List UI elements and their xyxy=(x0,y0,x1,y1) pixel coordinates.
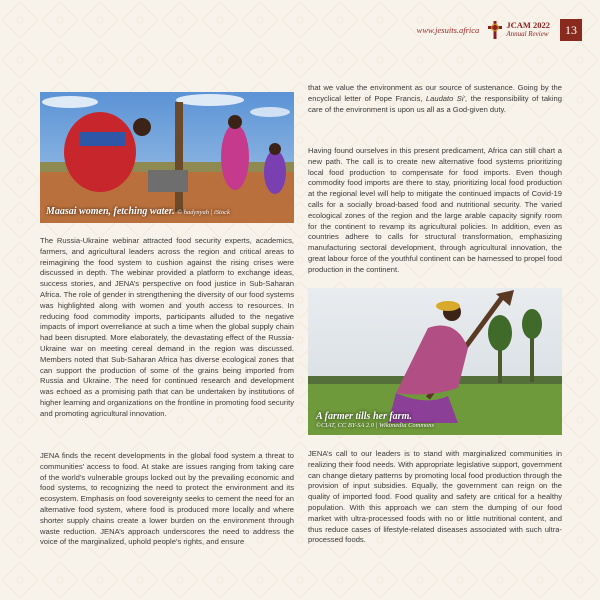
logo-subtitle: Annual Review xyxy=(506,30,549,38)
photo1-caption-text: Maasai women, fetching water. xyxy=(46,206,175,217)
right-paragraph-1 xyxy=(308,83,562,115)
page-number: 13 xyxy=(560,19,582,41)
page-header xyxy=(417,18,582,42)
photo-maasai-women xyxy=(40,92,294,223)
photo2-caption xyxy=(316,411,434,429)
photo2-credit: ©CIAT, CC BY-SA 2.0 | Wikimedia Commons xyxy=(316,422,435,429)
photo-farmer xyxy=(308,288,562,435)
logo-title: JCAM 2022 xyxy=(506,20,550,30)
left-paragraph-1 xyxy=(40,236,294,420)
photo1-caption xyxy=(46,206,230,217)
cross-emblem-icon xyxy=(487,20,503,40)
site-url[interactable]: www.jesuits.africa xyxy=(416,25,480,35)
right-paragraph-3 xyxy=(308,449,562,546)
right-p1-start: that we value the environment as our source of sustenance. Going by the encyclical letter of Pope Francis, xyxy=(308,83,562,103)
laudato-si-title: Laudato Si’, xyxy=(425,93,468,103)
jcam-logo xyxy=(487,20,550,40)
maasai-women-image xyxy=(40,92,294,223)
right-paragraph-2 xyxy=(308,146,562,276)
photo1-credit: © hadynyah | iStock xyxy=(177,209,230,216)
right-p1-end: the responsibility of taking care of the environment is upon us all as a God-given duty. xyxy=(308,93,562,114)
right-paragraph-3-text: JENA’s call to our leaders is to stand with marginalized communities in realizing their food needs. With appropriate legislative support, government can change dietary patterns by promoting local food production through the provision of input subsidies. Equally, the government can reign on the quality of imported food. Food quality and safety are critical for a healthy population. With this approach we can stem the dumping of our food market with ultra-processed foods with no or little nutritional content, and thus reduce cases of lifestyle-related diseases associated with such ultra-processed foods. xyxy=(308,449,562,545)
left-paragraph-2-text: JENA finds the recent developments in the global food system a threat to communities’ access to food. At stake are issues ranging from taking care of the world’s vulnerable groups locked out by the prevailing economic and food systems, to recognizing the need to protect the environment and its ecosystem. Emphasis on food sovereignty seeks to cement the need for an alternative food system, where food is produced more locally and where shorter supply chains create a lower burden on the environment through waste reduction. JENA’s approach underscores the need to address the voice of the marginalized, uphold people’s rights, and ensure xyxy=(40,451,294,547)
left-paragraph-2 xyxy=(40,451,294,548)
right-paragraph-2-text: Having found ourselves in this present predicament, Africa can still chart a new path. The call is to create new alternative food systems prioritizing local food production to compensate for food imports. Even though commodity food imports are there to stay, prioritizing local food production at the regional level will help to mitigate the continued impacts of Covid-19 calls for a socially broad-based food and nutritional security. The varied ecological zones of the region and the large arable capacity signify room for the continent to revamp its agricultural policies. In addition, even as countries adhere to calls for structural transformation, emphasizing manufacturing sectoral development, through agricultural innovation, the great labour force of the youthful continent can be harnessed to propel food production in the continent. xyxy=(308,146,562,274)
left-paragraph-1-text: The Russia-Ukraine webinar attracted food security experts, academics, farmers, and agricultural leaders across the region and critical areas to reimagining the food system to cushion against the rising crises were discussed in depth. The webinar provided a platform to exchange ideas, success stories, and JENA’s perspective on food justice in Sub-Saharan Africa. The role of gender in strengthening the diversity of our food systems was highlighted along with women and youth access to resources. In reducing food commodity imports, participants alluded to the negative impacts of import overreliance at such a time when the global supply chain had been disrupted. More elaborately, the devastating effect of the Russia-Ukraine war on meeting cereal demand in the region was discussed. Members noted that Sub-Saharan Africa has diverse ecological zones that can support the production of some of the grains being imported from Russia and Ukraine. The need for continued research and development was echoed as a promising path that can be undertaken by institutions of higher learning and organizations on the frontline in promoting food security and promoting agricultural innovation. xyxy=(40,236,294,418)
photo2-caption-text: A farmer tills her farm. xyxy=(316,411,412,422)
